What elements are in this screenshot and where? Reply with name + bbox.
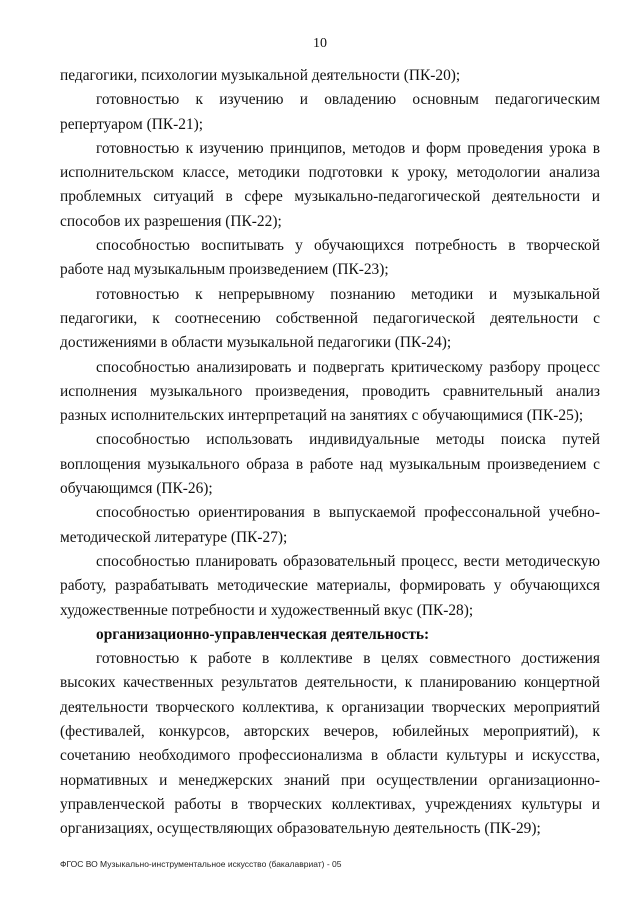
paragraph: готовностью к изучению принципов, методов и форм проведения урока в исполнительском классе, методики подготовки к уроку, методологии анализа проблемных ситуаций в сфере музыкально-педагогической деятельности и способов их разрешения (ПК-22); [60, 139, 600, 230]
paragraph: способностью воспитывать у обучающихся потребность в творческой работе над музыкальным произведением (ПК-23); [60, 237, 600, 279]
paragraph-continuation: педагогики, психологии музыкальной деятельности (ПК-20); [60, 67, 461, 84]
section-heading: организационно-управленческая деятельность: [96, 625, 430, 643]
paragraph: готовностью к работе в коллективе в целях совместного достижения высоких качественных результатов деятельности, к планированию концертной деятельности творческого коллектива, к организации творческих мероприятий (фестивалей, конкурсов, авторских вечеров, юбилейных мероприятий), к сочетанию необходимого профессионализма в области культуры и искусства, нормативных и менеджерских знаний при осуществлении организационно-управленческой работы в творческих коллективах, учреждениях культуры и организациях, осуществляющих образовательную деятельность (ПК-29); [60, 650, 600, 838]
paragraph: способностью ориентирования в выпускаемой профессональной учебно-методической литературе (ПК-27); [60, 504, 600, 546]
paragraph: способностью планировать образовательный процесс, вести методическую работу, разрабатывать методические материалы, формировать у обучающихся художественные потребности и художественный вкус (ПК-28); [60, 552, 600, 619]
page-number: 10 [313, 36, 327, 51]
paragraph: способностью использовать индивидуальные методы поиска путей воплощения музыкального образа в работе над музыкальным произведением с обучающимся (ПК-26); [60, 431, 600, 498]
page-footer: ФГОС ВО Музыкально-инструментальное искусство (бакалавриат) - 05 [60, 859, 342, 869]
paragraph: готовностью к изучению и овладению основным педагогическим репертуаром (ПК-21); [60, 91, 600, 133]
paragraph: способностью анализировать и подвергать критическому разбору процесс исполнения музыкального произведения, проводить сравнительный анализ разных исполнительских интерпретаций на занятиях с обучающимися (ПК-25); [60, 358, 600, 425]
paragraph: готовностью к непрерывному познанию методики и музыкальной педагогики, к соотнесению собственной педагогической деятельности с достижениями в области музыкальной педагогики (ПК-24); [60, 285, 600, 352]
document-body [60, 64, 600, 842]
